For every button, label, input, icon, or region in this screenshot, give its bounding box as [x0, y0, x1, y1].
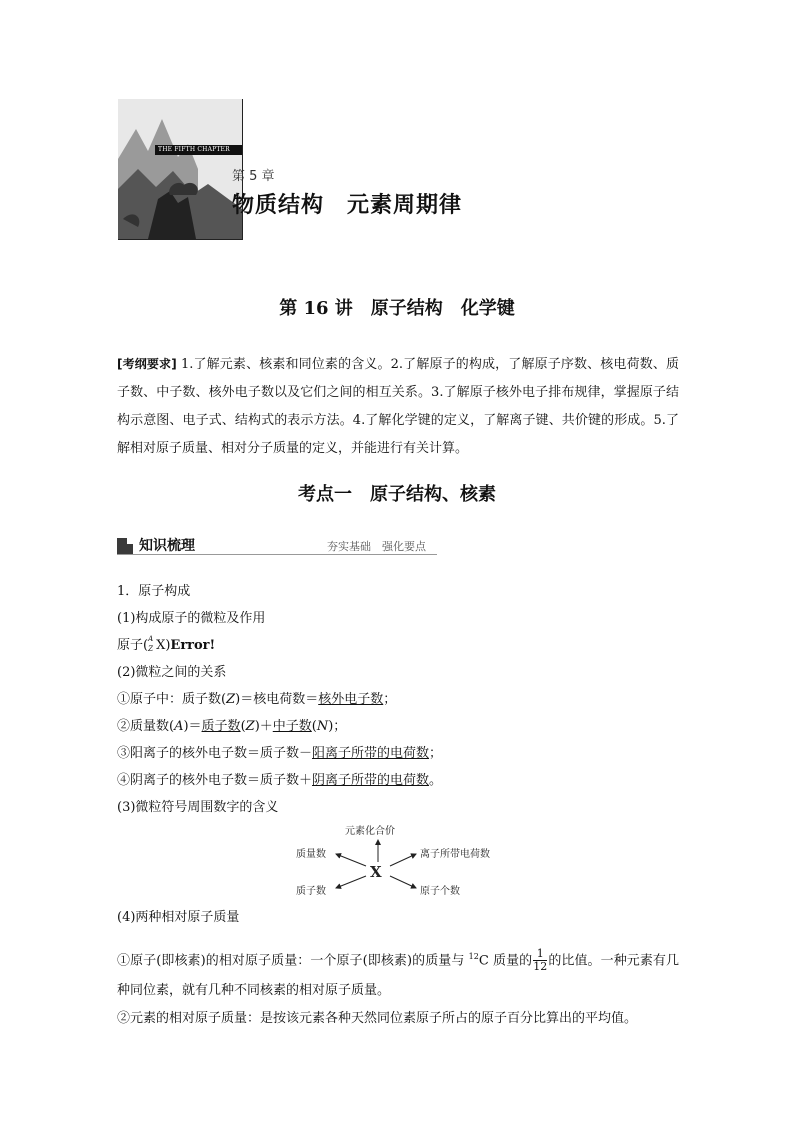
section-subtitle: 夯实基础 强化要点 — [327, 540, 426, 553]
fraction-numerator: 1 — [533, 948, 547, 961]
element-symbol: X) — [156, 638, 171, 653]
text-segment: )＋ — [254, 719, 273, 734]
text-segment: 的比值。一种元素有几种同位素，就有几种不同核素的相对原子质量。 — [117, 953, 679, 999]
answer-blank: 中子数 — [272, 719, 312, 734]
text-segment: ③阳离子的核外电子数＝质子数－ — [117, 746, 313, 761]
mass-number-script: A — [148, 634, 154, 643]
sub-heading-2: (2)微粒之间的关系 — [117, 665, 227, 680]
text-segment: )＝核电荷数＝ — [235, 692, 319, 707]
answer-blank: 核外电子数 — [318, 692, 384, 707]
lecture-title: 第 16 讲 原子结构 化学键 — [279, 298, 515, 319]
text-segment: ①原子中：质子数( — [117, 692, 227, 707]
relation-2 — [117, 715, 346, 734]
arrow-right-down — [390, 876, 416, 888]
relation-4 — [117, 769, 442, 788]
text-segment: ； — [429, 746, 443, 761]
label-mass-number: 质量数 — [296, 849, 326, 860]
section-square-icon — [117, 538, 133, 554]
relative-atomic-mass-para-2: ②元素的相对原子质量：是按该元素各种天然同位素原子所占的原子百分比算出的平均值。 — [117, 1011, 638, 1026]
chapter-title: 物质结构 元素周期律 — [232, 193, 463, 218]
nuclide-symbol-diagram — [280, 822, 510, 898]
text-segment: 。 — [429, 773, 443, 788]
symbol-n: N — [316, 719, 329, 734]
nuclide-scripts — [148, 634, 156, 653]
isotope-mass-sup: 12 — [468, 952, 479, 961]
heading-atom-structure: 1．原子构成 — [117, 584, 191, 599]
answer-blank: 质子数 — [201, 719, 241, 734]
text-segment: C 质量的 — [478, 953, 533, 969]
fraction-denominator: 12 — [533, 960, 548, 974]
relative-atomic-mass-para-1 — [117, 942, 679, 1006]
chapter-cover-image — [118, 99, 243, 240]
sub-heading-3: (3)微粒符号周围数字的含义 — [117, 800, 279, 815]
text-segment: )＝ — [183, 719, 202, 734]
answer-blank: 阳离子所带的电荷数 — [312, 746, 430, 761]
relation-3 — [117, 742, 442, 761]
arrow-left-up — [336, 854, 366, 866]
symbol-z: Z — [245, 719, 255, 734]
center-symbol: X — [370, 863, 382, 881]
arrow-right-up — [390, 854, 416, 866]
atom-formula-line — [117, 634, 215, 653]
sub-heading-4: (4)两种相对原子质量 — [117, 910, 240, 925]
text-segment: ； — [383, 692, 397, 707]
landscape-illustration — [118, 99, 242, 239]
requirements-text: 1.了解元素、核素和同位素的含义。2.了解原子的构成，了解原子序数、核电荷数、质子数、中子数、核外电子数以及它们之间的相互关系。3.了解原子核外电子排布规律，掌握原子结构示意图、电子式、结构式的表示方法。4.了解化学键的定义，了解离子键、共价键的形成。5.了解相对原子质量、相对分子质量的定义，并能进行有关计算。 — [117, 357, 679, 456]
text-segment: ②质量数( — [117, 719, 175, 734]
fraction-one-twelfth — [533, 948, 547, 973]
relation-1 — [117, 688, 396, 707]
chapter-number: 第 5 章 — [232, 169, 275, 184]
section-title: 考点一 原子结构、核素 — [298, 484, 496, 505]
label-atom-count: 原子个数 — [420, 886, 460, 897]
error-text: Error! — [170, 638, 216, 653]
exam-requirements — [117, 350, 679, 463]
requirements-tag: [考纲要求] — [117, 357, 177, 371]
atom-prefix: 原子( — [117, 638, 149, 653]
sub-heading-1: (1)构成原子的微粒及作用 — [117, 611, 266, 626]
answer-blank: 阴离子所带的电荷数 — [312, 773, 430, 788]
chapter-english-strip: THE FIFTH CHAPTER — [155, 145, 242, 155]
text-segment: ①原子(即核素)的相对原子质量：一个原子(即核素)的质量与 — [117, 953, 469, 969]
atomic-number-script: Z — [148, 644, 153, 653]
label-valence: 元素化合价 — [345, 826, 395, 837]
section-divider — [117, 554, 437, 555]
knowledge-section-bar — [117, 534, 437, 560]
text-segment: ( — [240, 719, 246, 734]
symbol-a: A — [174, 719, 184, 734]
section-label: 知识梳理 — [139, 538, 195, 554]
symbol-z: Z — [226, 692, 236, 707]
text-segment: )； — [328, 719, 347, 734]
label-ion-charge: 离子所带电荷数 — [420, 849, 490, 860]
text-segment: ( — [311, 719, 317, 734]
arrow-left-down — [336, 876, 366, 888]
text-segment: ④阴离子的核外电子数＝质子数＋ — [117, 773, 313, 788]
label-proton-number: 质子数 — [296, 886, 326, 897]
